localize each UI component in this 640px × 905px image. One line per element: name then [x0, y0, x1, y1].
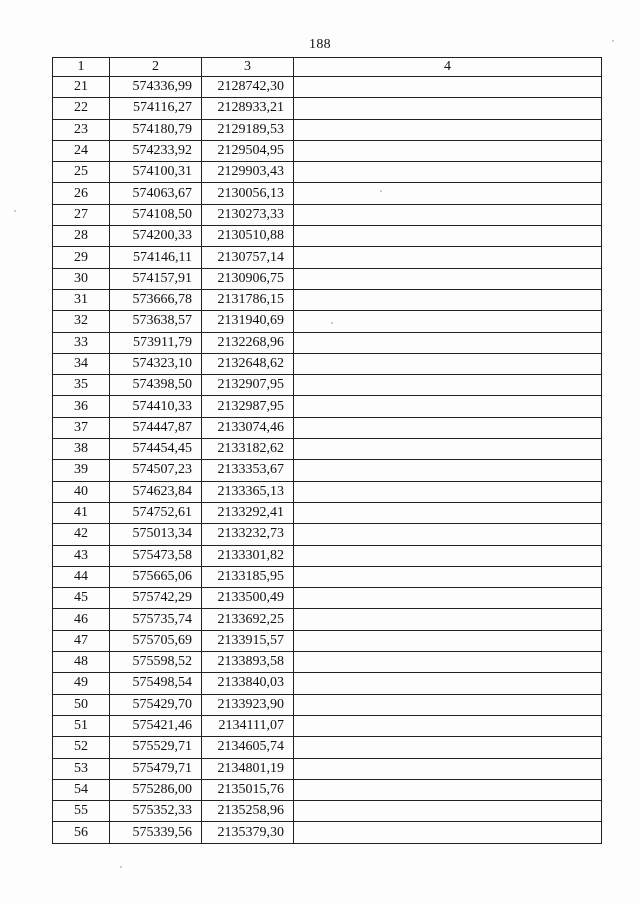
table-row [53, 183, 602, 204]
cell-y-coordinate: 2133301,82 [202, 545, 294, 566]
cell-point-number: 47 [53, 630, 110, 651]
cell-x-coordinate: 574200,33 [110, 226, 202, 247]
table-row [53, 98, 602, 119]
cell-x-coordinate: 575705,69 [110, 630, 202, 651]
cell-y-coordinate: 2133692,25 [202, 609, 294, 630]
cell-point-number: 28 [53, 226, 110, 247]
cell-description [294, 609, 602, 630]
cell-y-coordinate: 2133292,41 [202, 502, 294, 523]
table-row [53, 779, 602, 800]
table-row [53, 396, 602, 417]
table-header [53, 58, 602, 77]
cell-description [294, 460, 602, 481]
cell-point-number: 49 [53, 673, 110, 694]
cell-description [294, 779, 602, 800]
cell-point-number: 32 [53, 311, 110, 332]
header-row [53, 58, 602, 77]
cell-x-coordinate: 574507,23 [110, 460, 202, 481]
cell-description [294, 545, 602, 566]
cell-description [294, 630, 602, 651]
cell-y-coordinate: 2133074,46 [202, 417, 294, 438]
cell-y-coordinate: 2135379,30 [202, 822, 294, 843]
cell-x-coordinate: 575473,58 [110, 545, 202, 566]
cell-point-number: 53 [53, 758, 110, 779]
cell-point-number: 43 [53, 545, 110, 566]
cell-y-coordinate: 2128742,30 [202, 77, 294, 98]
cell-x-coordinate: 575598,52 [110, 652, 202, 673]
cell-description [294, 694, 602, 715]
cell-y-coordinate: 2134111,07 [202, 715, 294, 736]
table-row [53, 652, 602, 673]
cell-y-coordinate: 2133185,95 [202, 566, 294, 587]
cell-point-number: 29 [53, 247, 110, 268]
cell-x-coordinate: 574063,67 [110, 183, 202, 204]
cell-y-coordinate: 2133232,73 [202, 524, 294, 545]
cell-point-number: 37 [53, 417, 110, 438]
cell-description [294, 417, 602, 438]
table-row [53, 694, 602, 715]
cell-description [294, 524, 602, 545]
cell-description [294, 289, 602, 310]
cell-description [294, 77, 602, 98]
cell-description [294, 652, 602, 673]
scan-speck [14, 210, 16, 212]
cell-point-number: 52 [53, 737, 110, 758]
cell-description [294, 183, 602, 204]
cell-y-coordinate: 2129504,95 [202, 140, 294, 161]
table-row [53, 673, 602, 694]
cell-y-coordinate: 2130056,13 [202, 183, 294, 204]
cell-point-number: 46 [53, 609, 110, 630]
cell-y-coordinate: 2132648,62 [202, 353, 294, 374]
table-row [53, 77, 602, 98]
cell-x-coordinate: 574623,84 [110, 481, 202, 502]
cell-y-coordinate: 2130510,88 [202, 226, 294, 247]
cell-y-coordinate: 2135015,76 [202, 779, 294, 800]
table-body [53, 77, 602, 844]
cell-description [294, 119, 602, 140]
cell-x-coordinate: 575429,70 [110, 694, 202, 715]
cell-point-number: 21 [53, 77, 110, 98]
cell-point-number: 41 [53, 502, 110, 523]
cell-point-number: 36 [53, 396, 110, 417]
cell-x-coordinate: 574752,61 [110, 502, 202, 523]
table-row [53, 268, 602, 289]
cell-description [294, 822, 602, 843]
cell-x-coordinate: 573638,57 [110, 311, 202, 332]
cell-point-number: 31 [53, 289, 110, 310]
cell-x-coordinate: 574157,91 [110, 268, 202, 289]
table-row [53, 609, 602, 630]
table-row [53, 481, 602, 502]
cell-x-coordinate: 574447,87 [110, 417, 202, 438]
table-row [53, 226, 602, 247]
cell-point-number: 33 [53, 332, 110, 353]
cell-x-coordinate: 575352,33 [110, 801, 202, 822]
page-number: 188 [309, 37, 331, 52]
table-row [53, 801, 602, 822]
cell-point-number: 30 [53, 268, 110, 289]
table-row [53, 140, 602, 161]
table-row [53, 566, 602, 587]
cell-y-coordinate: 2133353,67 [202, 460, 294, 481]
table-row [53, 247, 602, 268]
cell-y-coordinate: 2132907,95 [202, 375, 294, 396]
table-row [53, 545, 602, 566]
cell-description [294, 98, 602, 119]
cell-x-coordinate: 575286,00 [110, 779, 202, 800]
cell-y-coordinate: 2131940,69 [202, 311, 294, 332]
table-row [53, 289, 602, 310]
table-row [53, 204, 602, 225]
cell-x-coordinate: 574336,99 [110, 77, 202, 98]
table-row [53, 460, 602, 481]
cell-y-coordinate: 2133365,13 [202, 481, 294, 502]
cell-y-coordinate: 2134801,19 [202, 758, 294, 779]
cell-description [294, 226, 602, 247]
cell-point-number: 55 [53, 801, 110, 822]
cell-description [294, 566, 602, 587]
cell-x-coordinate: 575339,56 [110, 822, 202, 843]
cell-x-coordinate: 573666,78 [110, 289, 202, 310]
cell-point-number: 40 [53, 481, 110, 502]
table-row [53, 630, 602, 651]
cell-x-coordinate: 574323,10 [110, 353, 202, 374]
cell-x-coordinate: 575735,74 [110, 609, 202, 630]
cell-point-number: 23 [53, 119, 110, 140]
cell-x-coordinate: 574100,31 [110, 162, 202, 183]
cell-point-number: 42 [53, 524, 110, 545]
coordinates-table [52, 57, 602, 844]
cell-x-coordinate: 574180,79 [110, 119, 202, 140]
cell-y-coordinate: 2133840,03 [202, 673, 294, 694]
cell-x-coordinate: 575742,29 [110, 588, 202, 609]
cell-description [294, 801, 602, 822]
cell-x-coordinate: 575479,71 [110, 758, 202, 779]
cell-x-coordinate: 574233,92 [110, 140, 202, 161]
cell-y-coordinate: 2134605,74 [202, 737, 294, 758]
cell-description [294, 140, 602, 161]
table-row [53, 502, 602, 523]
cell-point-number: 24 [53, 140, 110, 161]
cell-description [294, 247, 602, 268]
cell-y-coordinate: 2129189,53 [202, 119, 294, 140]
cell-point-number: 54 [53, 779, 110, 800]
column-header-4: 4 [294, 58, 602, 77]
scan-speck [120, 866, 122, 868]
cell-description [294, 758, 602, 779]
cell-description [294, 375, 602, 396]
cell-x-coordinate: 574146,11 [110, 247, 202, 268]
cell-y-coordinate: 2130273,33 [202, 204, 294, 225]
cell-x-coordinate: 574108,50 [110, 204, 202, 225]
column-header-2: 2 [110, 58, 202, 77]
table-row [53, 417, 602, 438]
scan-speck [380, 190, 382, 192]
cell-description [294, 481, 602, 502]
cell-description [294, 332, 602, 353]
cell-point-number: 35 [53, 375, 110, 396]
cell-description [294, 204, 602, 225]
cell-x-coordinate: 575498,54 [110, 673, 202, 694]
cell-point-number: 51 [53, 715, 110, 736]
cell-description [294, 588, 602, 609]
table-row [53, 439, 602, 460]
cell-x-coordinate: 574398,50 [110, 375, 202, 396]
cell-description [294, 439, 602, 460]
cell-point-number: 45 [53, 588, 110, 609]
cell-point-number: 48 [53, 652, 110, 673]
cell-y-coordinate: 2128933,21 [202, 98, 294, 119]
cell-y-coordinate: 2129903,43 [202, 162, 294, 183]
cell-x-coordinate: 574410,33 [110, 396, 202, 417]
cell-point-number: 25 [53, 162, 110, 183]
cell-description [294, 353, 602, 374]
column-header-3: 3 [202, 58, 294, 77]
table-row [53, 737, 602, 758]
table-row [53, 715, 602, 736]
cell-y-coordinate: 2132987,95 [202, 396, 294, 417]
column-header-1: 1 [53, 58, 110, 77]
table-row [53, 332, 602, 353]
cell-y-coordinate: 2133923,90 [202, 694, 294, 715]
cell-point-number: 39 [53, 460, 110, 481]
cell-x-coordinate: 574454,45 [110, 439, 202, 460]
cell-point-number: 22 [53, 98, 110, 119]
cell-description [294, 673, 602, 694]
cell-x-coordinate: 574116,27 [110, 98, 202, 119]
cell-point-number: 56 [53, 822, 110, 843]
cell-description [294, 311, 602, 332]
cell-y-coordinate: 2133915,57 [202, 630, 294, 651]
cell-point-number: 50 [53, 694, 110, 715]
cell-x-coordinate: 575529,71 [110, 737, 202, 758]
table-row [53, 375, 602, 396]
cell-y-coordinate: 2133500,49 [202, 588, 294, 609]
cell-y-coordinate: 2133893,58 [202, 652, 294, 673]
cell-point-number: 26 [53, 183, 110, 204]
cell-description [294, 737, 602, 758]
cell-y-coordinate: 2131786,15 [202, 289, 294, 310]
cell-description [294, 268, 602, 289]
table-row [53, 588, 602, 609]
cell-point-number: 44 [53, 566, 110, 587]
scan-speck [612, 40, 614, 42]
cell-description [294, 396, 602, 417]
cell-y-coordinate: 2130757,14 [202, 247, 294, 268]
cell-y-coordinate: 2133182,62 [202, 439, 294, 460]
cell-point-number: 34 [53, 353, 110, 374]
cell-description [294, 715, 602, 736]
cell-description [294, 502, 602, 523]
cell-description [294, 162, 602, 183]
table-row [53, 311, 602, 332]
scan-speck [331, 322, 333, 324]
cell-y-coordinate: 2135258,96 [202, 801, 294, 822]
cell-x-coordinate: 573911,79 [110, 332, 202, 353]
table-row [53, 162, 602, 183]
cell-y-coordinate: 2130906,75 [202, 268, 294, 289]
table-row [53, 119, 602, 140]
cell-y-coordinate: 2132268,96 [202, 332, 294, 353]
cell-x-coordinate: 575421,46 [110, 715, 202, 736]
table-row [53, 822, 602, 843]
cell-x-coordinate: 575013,34 [110, 524, 202, 545]
table-row [53, 758, 602, 779]
cell-point-number: 38 [53, 439, 110, 460]
cell-point-number: 27 [53, 204, 110, 225]
cell-x-coordinate: 575665,06 [110, 566, 202, 587]
table-row [53, 353, 602, 374]
table-row [53, 524, 602, 545]
